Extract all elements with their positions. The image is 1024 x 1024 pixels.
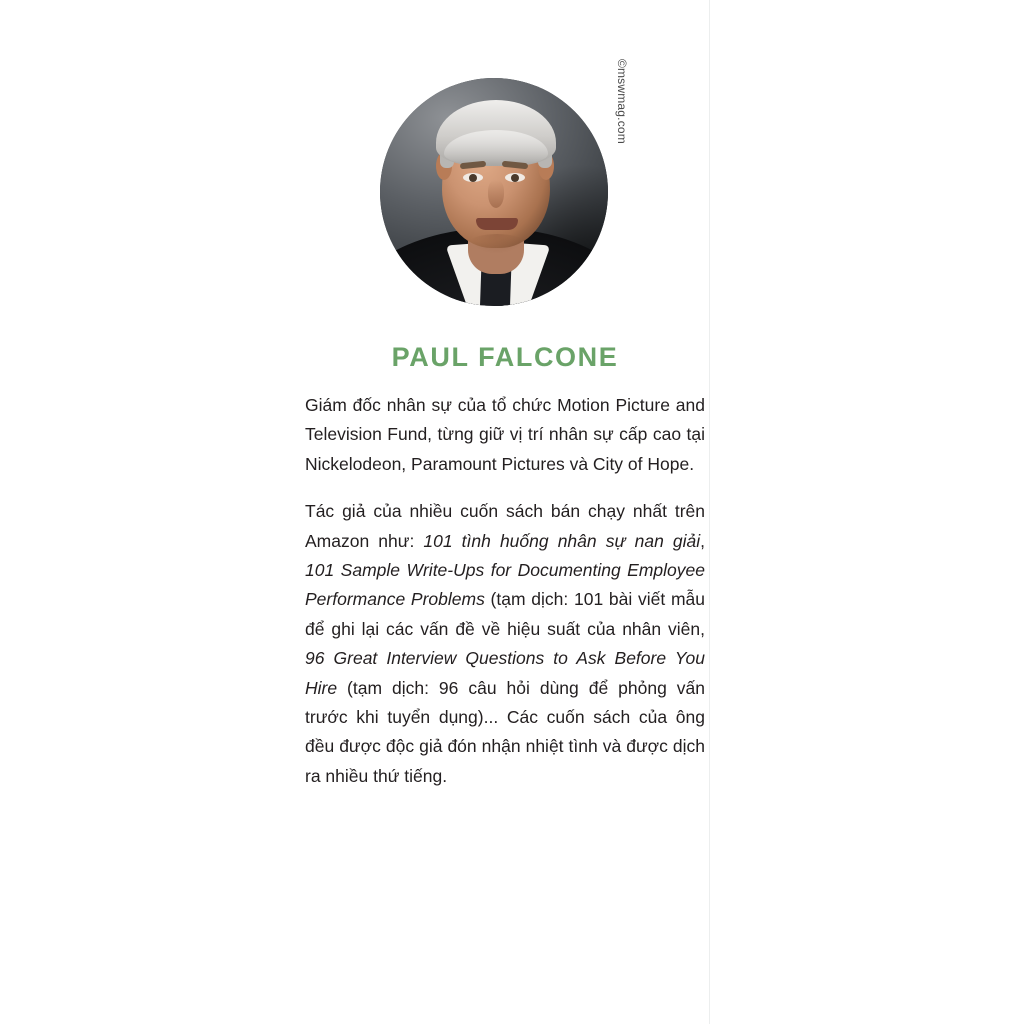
bio-translation-1: (tạm dịch: 101 bài viết mẫu để ghi lại các vấn đề về hiệu suất của nhân viên, xyxy=(305,589,705,639)
bio-text-intro: Tác giả của nhiều cuốn sách bán chạy nhất trên Amazon như: xyxy=(305,501,705,551)
bio-translation-2: (tạm dịch: 96 câu hỏi dùng để phỏng vấn trước khi tuyển dụng)... Các cuốn sách của ông đều được độc giả đón nhận nhiệt tình và được dịch ra nhiều thứ tiếng. xyxy=(305,677,705,786)
portrait-area xyxy=(305,58,705,328)
mouth xyxy=(476,218,518,230)
author-portrait-photo xyxy=(380,78,608,306)
book-title-2: 101 Sample Write-Ups for Documenting Employee Performance Problems xyxy=(305,559,705,610)
nose xyxy=(488,180,504,208)
page-edge xyxy=(709,0,1024,1024)
book-title-3: 96 Great Interview Questions to Ask Before You Hire xyxy=(305,648,705,698)
bio-separator-1: , xyxy=(700,530,706,551)
eye-left xyxy=(463,173,483,182)
photo-credit: ©mswmag.com xyxy=(615,58,629,144)
chin-shading xyxy=(468,234,526,254)
eye-right xyxy=(505,173,525,182)
bio-paragraph-2 xyxy=(305,497,705,791)
book-title-1: 101 tình huống nhân sự nan giải xyxy=(423,530,701,551)
author-name: PAUL FALCONE xyxy=(391,342,619,372)
author-bio-text xyxy=(305,391,705,791)
author-bio-block xyxy=(305,58,706,791)
bio-paragraph-1: Giám đốc nhân sự của tổ chức Motion Picture and Television Fund, từng giữ vị trí nhân sự cấp cao tại Nickelodeon, Paramount Pictures và City of Hope. xyxy=(305,395,705,474)
